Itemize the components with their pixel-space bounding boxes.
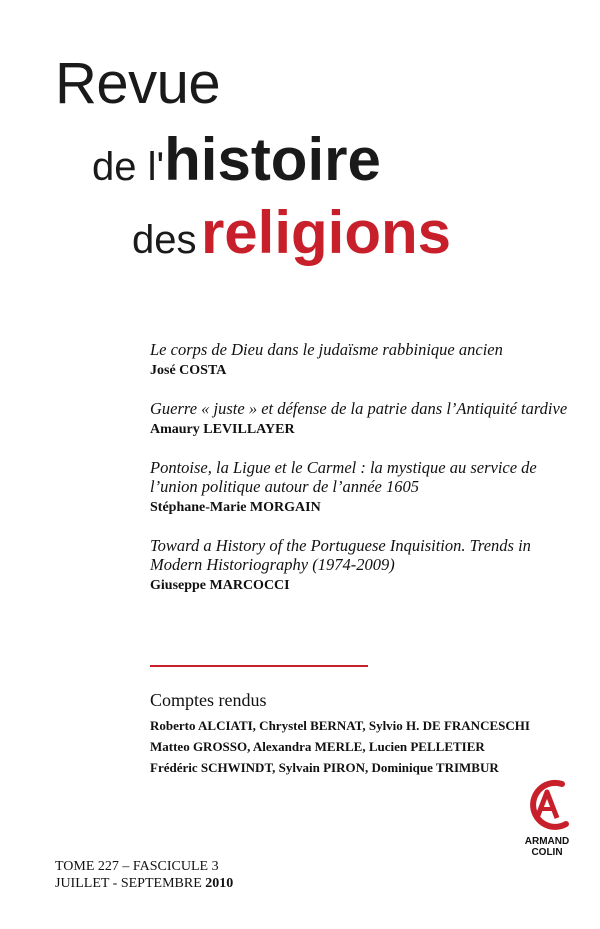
article-2 bbox=[150, 399, 570, 438]
reviews-section bbox=[150, 690, 580, 778]
article-title: Toward a History of the Portuguese Inquisition. Trends in Modern Historiography (1974-2009) bbox=[150, 536, 531, 574]
title-histoire-word: histoire bbox=[164, 126, 381, 193]
red-divider bbox=[150, 665, 368, 667]
article-title: Guerre « juste » et défense de la patrie dans l’Antiquité tardive bbox=[150, 399, 568, 418]
article-author: José COSTA bbox=[150, 363, 227, 378]
reviews-heading: Comptes rendus bbox=[150, 690, 267, 710]
table-of-contents bbox=[150, 340, 570, 614]
issue-info bbox=[55, 858, 233, 892]
reviews-line: Frédéric SCHWINDT, Sylvain PIRON, Dominique TRIMBUR bbox=[150, 760, 499, 775]
title-de-l: de l' bbox=[92, 145, 165, 189]
article-1 bbox=[150, 340, 570, 379]
article-title: Pontoise, la Ligue et le Carmel : la mystique au service de l’union politique autour de l’année 1605 bbox=[150, 458, 537, 496]
armand-colin-logo-icon bbox=[520, 778, 574, 836]
title-des: des bbox=[132, 218, 197, 262]
title-histoire bbox=[92, 125, 381, 194]
article-4 bbox=[150, 536, 570, 594]
reviews-line: Roberto ALCIATI, Chrystel BERNAT, Sylvio H. DE FRANCESCHI bbox=[150, 718, 530, 733]
issue-volume: TOME 227 – FASCICULE 3 bbox=[55, 859, 219, 874]
issue-date bbox=[55, 875, 233, 892]
article-title: Le corps de Dieu dans le judaïsme rabbinique ancien bbox=[150, 340, 503, 359]
title-religions bbox=[132, 198, 451, 267]
issue-months: JUILLET - SEPTEMBRE bbox=[55, 876, 202, 891]
title-religions-word: religions bbox=[200, 199, 452, 266]
article-author: Giuseppe MARCOCCI bbox=[150, 578, 290, 593]
reviews-line: Matteo GROSSO, Alexandra MERLE, Lucien PELLETIER bbox=[150, 739, 485, 754]
article-author: Stéphane-Marie MORGAIN bbox=[150, 500, 321, 515]
publisher-name-2: COLIN bbox=[531, 847, 563, 858]
issue-year: 2010 bbox=[205, 876, 234, 891]
publisher-name-1: ARMAND bbox=[524, 836, 570, 847]
title-revue: Revue bbox=[55, 51, 221, 116]
article-3 bbox=[150, 458, 570, 516]
publisher-logo bbox=[516, 778, 578, 858]
article-author: Amaury LEVILLAYER bbox=[150, 422, 295, 437]
